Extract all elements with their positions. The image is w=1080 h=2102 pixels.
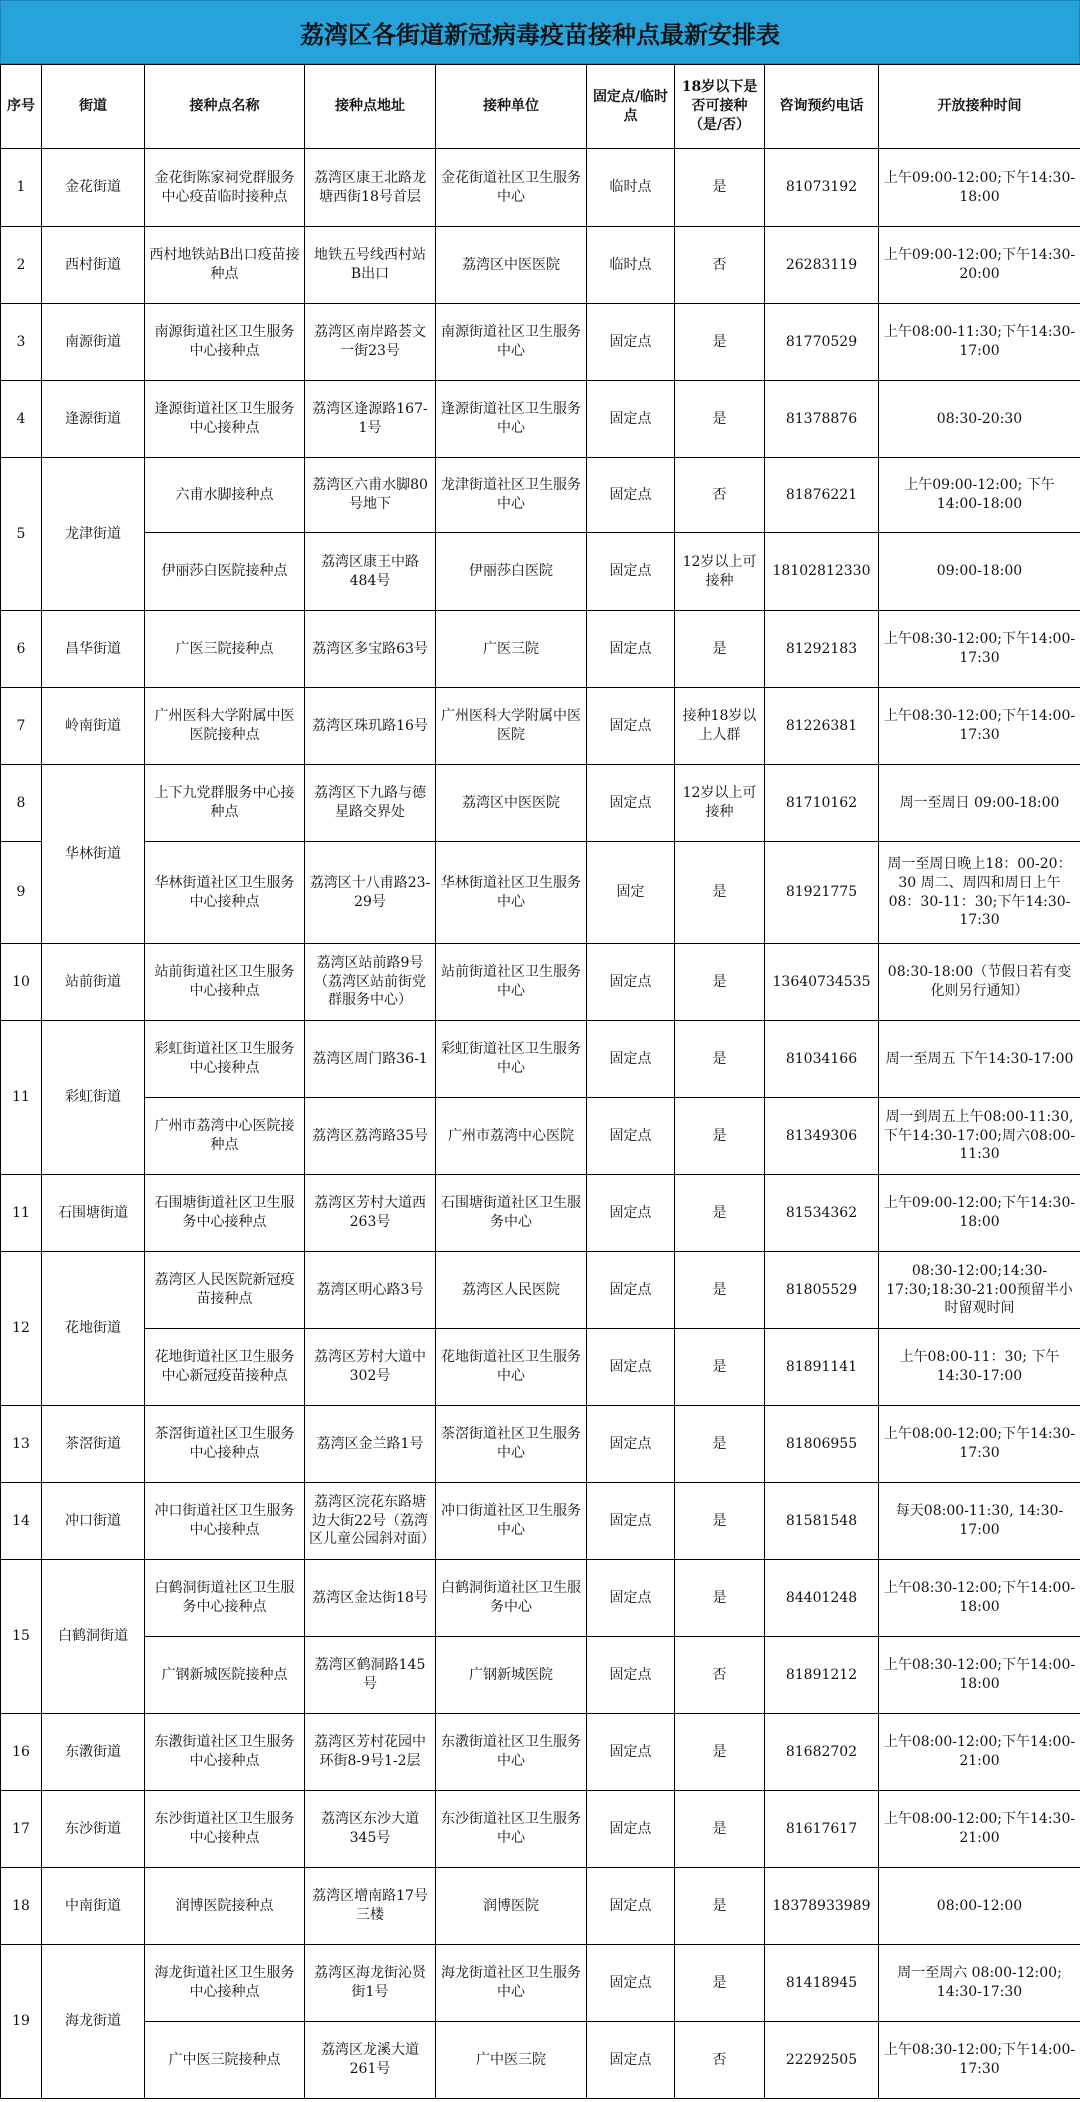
site-phone-cell: 81921775 [765,842,879,944]
table-row [1,1021,1080,1098]
site-under18-cell: 是 [675,1252,765,1329]
site-type-cell: 固定点 [587,1868,675,1945]
site-under18-cell: 12岁以上可接种 [675,765,765,842]
site-hours-cell: 08:30-20:30 [879,381,1080,458]
site-unit-cell: 茶滘街道社区卫生服务中心 [436,1406,587,1483]
site-address-cell: 荔湾区龙溪大道261号 [305,2022,436,2099]
site-hours-cell: 上午08:00-12:00;下午14:30-21:00 [879,1791,1080,1868]
site-type-cell: 固定点 [587,611,675,688]
site-hours-cell: 上午08:30-12:00;下午14:00-18:00 [879,1560,1080,1637]
site-name-cell: 伊丽莎白医院接种点 [145,533,305,611]
site-under18-cell: 是 [675,1791,765,1868]
site-phone-cell: 81581548 [765,1483,879,1560]
site-type-cell: 固定点 [587,1637,675,1714]
site-name-cell: 西村地铁站B出口疫苗接种点 [145,227,305,304]
site-address-cell: 荔湾区下九路与德星路交界处 [305,765,436,842]
street-cell: 海龙街道 [42,1945,145,2099]
table-row [1,381,1080,458]
header-hours: 开放接种时间 [879,65,1080,149]
site-under18-cell: 是 [675,381,765,458]
site-phone-cell: 18102812330 [765,533,879,611]
site-name-cell: 华林街道社区卫生服务中心接种点 [145,842,305,944]
vaccination-sites-table [0,64,1080,2099]
site-address-cell: 荔湾区鹤洞路145号 [305,1637,436,1714]
site-address-cell: 荔湾区南岸路荟文一街23号 [305,304,436,381]
site-name-cell: 茶滘街道社区卫生服务中心接种点 [145,1406,305,1483]
site-phone-cell: 81891212 [765,1637,879,1714]
seq-cell: 17 [1,1791,42,1868]
site-type-cell: 固定点 [587,944,675,1021]
page-title: 荔湾区各街道新冠病毒疫苗接种点最新安排表 [0,0,1080,64]
site-hours-cell: 09:00-18:00 [879,533,1080,611]
site-under18-cell: 否 [675,458,765,533]
table-row [1,304,1080,381]
street-cell: 冲口街道 [42,1483,145,1560]
site-phone-cell: 13640734535 [765,944,879,1021]
site-phone-cell: 18378933989 [765,1868,879,1945]
site-under18-cell: 是 [675,1098,765,1175]
site-address-cell: 荔湾区芳村大道中302号 [305,1329,436,1406]
seq-cell: 11 [1,1021,42,1175]
site-hours-cell: 上午08:00-12:00;下午14:30-17:30 [879,1406,1080,1483]
site-address-cell: 荔湾区荔湾路35号 [305,1098,436,1175]
site-hours-cell: 上午08:00-11:30;下午14:30-17:00 [879,304,1080,381]
header-unit: 接种单位 [436,65,587,149]
table-row [1,1714,1080,1791]
table-row [1,842,1080,944]
site-address-cell: 荔湾区明心路3号 [305,1252,436,1329]
site-address-cell: 荔湾区十八甫路23-29号 [305,842,436,944]
site-unit-cell: 逢源街道社区卫生服务中心 [436,381,587,458]
site-type-cell: 固定点 [587,533,675,611]
seq-cell: 6 [1,611,42,688]
street-cell: 白鹤洞街道 [42,1560,145,1714]
table-row [1,1175,1080,1252]
table-row [1,1637,1080,1714]
site-unit-cell: 东沙街道社区卫生服务中心 [436,1791,587,1868]
table-row [1,765,1080,842]
site-type-cell: 临时点 [587,227,675,304]
site-name-cell: 彩虹街道社区卫生服务中心接种点 [145,1021,305,1098]
site-under18-cell: 接种18岁以上人群 [675,688,765,765]
site-hours-cell: 每天08:00-11:30, 14:30-17:00 [879,1483,1080,1560]
site-hours-cell: 周一至周日 09:00-18:00 [879,765,1080,842]
site-phone-cell: 81534362 [765,1175,879,1252]
site-unit-cell: 华林街道社区卫生服务中心 [436,842,587,944]
site-type-cell: 固定点 [587,688,675,765]
site-unit-cell: 东漖街道社区卫生服务中心 [436,1714,587,1791]
street-cell: 站前街道 [42,944,145,1021]
site-hours-cell: 上午08:00-11：30; 下午14:30-17:00 [879,1329,1080,1406]
table-row [1,688,1080,765]
site-type-cell: 固定点 [587,1252,675,1329]
site-under18-cell: 是 [675,842,765,944]
site-name-cell: 广医三院接种点 [145,611,305,688]
site-type-cell: 固定点 [587,1483,675,1560]
site-name-cell: 广州医科大学附属中医医院接种点 [145,688,305,765]
street-cell: 石围塘街道 [42,1175,145,1252]
site-name-cell: 南源街道社区卫生服务中心接种点 [145,304,305,381]
table-row [1,611,1080,688]
seq-cell: 3 [1,304,42,381]
street-cell: 西村街道 [42,227,145,304]
site-type-cell: 固定点 [587,765,675,842]
site-hours-cell: 周一至周六 08:00-12:00; 14:30-17:30 [879,1945,1080,2022]
site-hours-cell: 周一至周日晚上18：00-20：30 周二、周四和周日上午08：30-11：30;下午14:30-17:30 [879,842,1080,944]
site-name-cell: 东漖街道社区卫生服务中心接种点 [145,1714,305,1791]
site-under18-cell: 是 [675,1329,765,1406]
site-name-cell: 广中医三院接种点 [145,2022,305,2099]
site-name-cell: 荔湾区人民医院新冠疫苗接种点 [145,1252,305,1329]
site-phone-cell: 81682702 [765,1714,879,1791]
table-row [1,1329,1080,1406]
seq-cell: 16 [1,1714,42,1791]
site-type-cell: 固定点 [587,1329,675,1406]
seq-cell: 10 [1,944,42,1021]
table-row [1,1098,1080,1175]
street-cell: 花地街道 [42,1252,145,1406]
site-phone-cell: 81418945 [765,1945,879,2022]
site-phone-cell: 81805529 [765,1252,879,1329]
site-address-cell: 荔湾区康王北路龙塘西街18号首层 [305,149,436,227]
street-cell: 龙津街道 [42,458,145,611]
table-row [1,1560,1080,1637]
site-unit-cell: 荔湾区中医医院 [436,227,587,304]
site-unit-cell: 伊丽莎白医院 [436,533,587,611]
table-row [1,458,1080,533]
site-phone-cell: 81378876 [765,381,879,458]
site-under18-cell: 是 [675,149,765,227]
table-row [1,1791,1080,1868]
header-under18: 18岁以下是否可接种（是/否） [675,65,765,149]
site-type-cell: 固定点 [587,1791,675,1868]
site-unit-cell: 彩虹街道社区卫生服务中心 [436,1021,587,1098]
table-row [1,1868,1080,1945]
site-hours-cell: 上午09:00-12:00;下午14:30-18:00 [879,149,1080,227]
site-type-cell: 临时点 [587,149,675,227]
site-unit-cell: 广钢新城医院 [436,1637,587,1714]
site-address-cell: 荔湾区金兰路1号 [305,1406,436,1483]
site-hours-cell: 上午08:30-12:00;下午14:00-17:30 [879,611,1080,688]
seq-cell: 7 [1,688,42,765]
site-name-cell: 上下九党群服务中心接种点 [145,765,305,842]
seq-cell: 13 [1,1406,42,1483]
site-type-cell: 固定 [587,842,675,944]
table-row [1,227,1080,304]
site-type-cell: 固定点 [587,1098,675,1175]
seq-cell: 15 [1,1560,42,1714]
site-under18-cell: 否 [675,2022,765,2099]
site-address-cell: 荔湾区东沙大道345号 [305,1791,436,1868]
site-hours-cell: 上午09:00-12:00;下午14:30-18:00 [879,1175,1080,1252]
site-unit-cell: 广中医三院 [436,2022,587,2099]
site-address-cell: 荔湾区周门路36-1 [305,1021,436,1098]
site-name-cell: 东沙街道社区卫生服务中心接种点 [145,1791,305,1868]
site-unit-cell: 荔湾区中医医院 [436,765,587,842]
site-name-cell: 白鹤洞街道社区卫生服务中心接种点 [145,1560,305,1637]
site-unit-cell: 龙津街道社区卫生服务中心 [436,458,587,533]
street-cell: 东沙街道 [42,1791,145,1868]
site-address-cell: 荔湾区金达街18号 [305,1560,436,1637]
seq-cell: 2 [1,227,42,304]
site-under18-cell: 是 [675,1483,765,1560]
site-name-cell: 六甫水脚接种点 [145,458,305,533]
site-address-cell: 荔湾区六甫水脚80号地下 [305,458,436,533]
site-hours-cell: 上午09:00-12:00; 下午14:00-18:00 [879,458,1080,533]
site-hours-cell: 上午08:30-12:00;下午14:00-18:00 [879,1637,1080,1714]
street-cell: 彩虹街道 [42,1021,145,1175]
site-address-cell: 荔湾区多宝路63号 [305,611,436,688]
site-hours-cell: 周一至周五 下午14:30-17:00 [879,1021,1080,1098]
site-name-cell: 石围塘街道社区卫生服务中心接种点 [145,1175,305,1252]
seq-cell: 4 [1,381,42,458]
site-type-cell: 固定点 [587,1021,675,1098]
site-unit-cell: 花地街道社区卫生服务中心 [436,1329,587,1406]
site-name-cell: 站前街道社区卫生服务中心接种点 [145,944,305,1021]
site-under18-cell: 是 [675,1945,765,2022]
site-phone-cell: 81891141 [765,1329,879,1406]
seq-cell: 18 [1,1868,42,1945]
site-under18-cell: 是 [675,1560,765,1637]
site-phone-cell: 22292505 [765,2022,879,2099]
site-hours-cell: 上午08:00-12:00;下午14:00-21:00 [879,1714,1080,1791]
table-header-row [1,65,1080,149]
table-row [1,1483,1080,1560]
table-row [1,944,1080,1021]
street-cell: 华林街道 [42,765,145,944]
site-phone-cell: 84401248 [765,1560,879,1637]
site-address-cell: 荔湾区康王中路484号 [305,533,436,611]
site-phone-cell: 81292183 [765,611,879,688]
street-cell: 逢源街道 [42,381,145,458]
site-name-cell: 广州市荔湾中心医院接种点 [145,1098,305,1175]
site-name-cell: 逢源街道社区卫生服务中心接种点 [145,381,305,458]
street-cell: 东漖街道 [42,1714,145,1791]
site-phone-cell: 81349306 [765,1098,879,1175]
street-cell: 岭南街道 [42,688,145,765]
site-hours-cell: 08:30-18:00（节假日若有变化则另行通知） [879,944,1080,1021]
site-hours-cell: 周一到周五上午08:00-11:30,下午14:30-17:00;周六08:00-11:30 [879,1098,1080,1175]
site-phone-cell: 81770529 [765,304,879,381]
site-hours-cell: 08:00-12:00 [879,1868,1080,1945]
site-unit-cell: 荔湾区人民医院 [436,1252,587,1329]
table-row [1,1406,1080,1483]
seq-cell: 8 [1,765,42,842]
site-name-cell: 润博医院接种点 [145,1868,305,1945]
site-address-cell: 荔湾区海龙街沁贤街1号 [305,1945,436,2022]
header-seq: 序号 [1,65,42,149]
seq-cell: 14 [1,1483,42,1560]
site-hours-cell: 08:30-12:00;14:30-17:30;18:30-21:00预留半小时留观时间 [879,1252,1080,1329]
site-hours-cell: 上午08:30-12:00;下午14:00-17:30 [879,688,1080,765]
site-hours-cell: 上午08:30-12:00;下午14:00-17:30 [879,2022,1080,2099]
table-row [1,533,1080,611]
site-address-cell: 荔湾区珠玑路16号 [305,688,436,765]
site-type-cell: 固定点 [587,1714,675,1791]
table-row [1,1252,1080,1329]
street-cell: 昌华街道 [42,611,145,688]
site-address-cell: 荔湾区浣花东路塘边大街22号（荔湾区儿童公园斜对面） [305,1483,436,1560]
site-type-cell: 固定点 [587,2022,675,2099]
site-hours-cell: 上午09:00-12:00;下午14:30-20:00 [879,227,1080,304]
site-unit-cell: 海龙街道社区卫生服务中心 [436,1945,587,2022]
site-under18-cell: 是 [675,611,765,688]
site-type-cell: 固定点 [587,1945,675,2022]
site-unit-cell: 广州医科大学附属中医医院 [436,688,587,765]
header-site-name: 接种点名称 [145,65,305,149]
site-phone-cell: 81806955 [765,1406,879,1483]
seq-cell: 12 [1,1252,42,1406]
site-under18-cell: 是 [675,944,765,1021]
table-row [1,1945,1080,2022]
site-unit-cell: 冲口街道社区卫生服务中心 [436,1483,587,1560]
site-address-cell: 荔湾区增南路17号三楼 [305,1868,436,1945]
site-type-cell: 固定点 [587,1175,675,1252]
header-street: 街道 [42,65,145,149]
site-name-cell: 金花街陈家祠党群服务中心疫苗临时接种点 [145,149,305,227]
site-phone-cell: 81876221 [765,458,879,533]
site-under18-cell: 是 [675,1175,765,1252]
site-address-cell: 荔湾区芳村花园中环街8-9号1-2层 [305,1714,436,1791]
header-phone: 咨询预约电话 [765,65,879,149]
seq-cell: 19 [1,1945,42,2099]
site-phone-cell: 81710162 [765,765,879,842]
site-name-cell: 广钢新城医院接种点 [145,1637,305,1714]
site-under18-cell: 否 [675,1637,765,1714]
table-row [1,2022,1080,2099]
street-cell: 南源街道 [42,304,145,381]
site-type-cell: 固定点 [587,381,675,458]
site-under18-cell: 是 [675,1021,765,1098]
site-unit-cell: 金花街道社区卫生服务中心 [436,149,587,227]
site-name-cell: 冲口街道社区卫生服务中心接种点 [145,1483,305,1560]
site-unit-cell: 广州市荔湾中心医院 [436,1098,587,1175]
table-row [1,149,1080,227]
site-type-cell: 固定点 [587,304,675,381]
site-under18-cell: 是 [675,1714,765,1791]
site-phone-cell: 81226381 [765,688,879,765]
site-unit-cell: 南源街道社区卫生服务中心 [436,304,587,381]
site-type-cell: 固定点 [587,458,675,533]
site-name-cell: 花地街道社区卫生服务中心新冠疫苗接种点 [145,1329,305,1406]
site-phone-cell: 81034166 [765,1021,879,1098]
site-address-cell: 荔湾区逢源路167-1号 [305,381,436,458]
street-cell: 中南街道 [42,1868,145,1945]
site-unit-cell: 广医三院 [436,611,587,688]
site-under18-cell: 是 [675,1868,765,1945]
site-type-cell: 固定点 [587,1406,675,1483]
site-address-cell: 荔湾区站前路9号（荔湾区站前街党群服务中心） [305,944,436,1021]
site-phone-cell: 81073192 [765,149,879,227]
seq-cell: 11 [1,1175,42,1252]
site-under18-cell: 12岁以上可接种 [675,533,765,611]
site-unit-cell: 石围塘街道社区卫生服务中心 [436,1175,587,1252]
seq-cell: 9 [1,842,42,944]
site-type-cell: 固定点 [587,1560,675,1637]
site-unit-cell: 站前街道社区卫生服务中心 [436,944,587,1021]
site-phone-cell: 81617617 [765,1791,879,1868]
site-name-cell: 海龙街道社区卫生服务中心接种点 [145,1945,305,2022]
header-address: 接种点地址 [305,65,436,149]
site-under18-cell: 是 [675,1406,765,1483]
site-address-cell: 地铁五号线西村站B出口 [305,227,436,304]
site-under18-cell: 否 [675,227,765,304]
seq-cell: 1 [1,149,42,227]
site-phone-cell: 26283119 [765,227,879,304]
seq-cell: 5 [1,458,42,611]
site-unit-cell: 润博医院 [436,1868,587,1945]
site-under18-cell: 是 [675,304,765,381]
header-type: 固定点/临时点 [587,65,675,149]
street-cell: 金花街道 [42,149,145,227]
site-address-cell: 荔湾区芳村大道西263号 [305,1175,436,1252]
site-unit-cell: 白鹤洞街道社区卫生服务中心 [436,1560,587,1637]
street-cell: 茶滘街道 [42,1406,145,1483]
table-body [1,149,1080,2099]
